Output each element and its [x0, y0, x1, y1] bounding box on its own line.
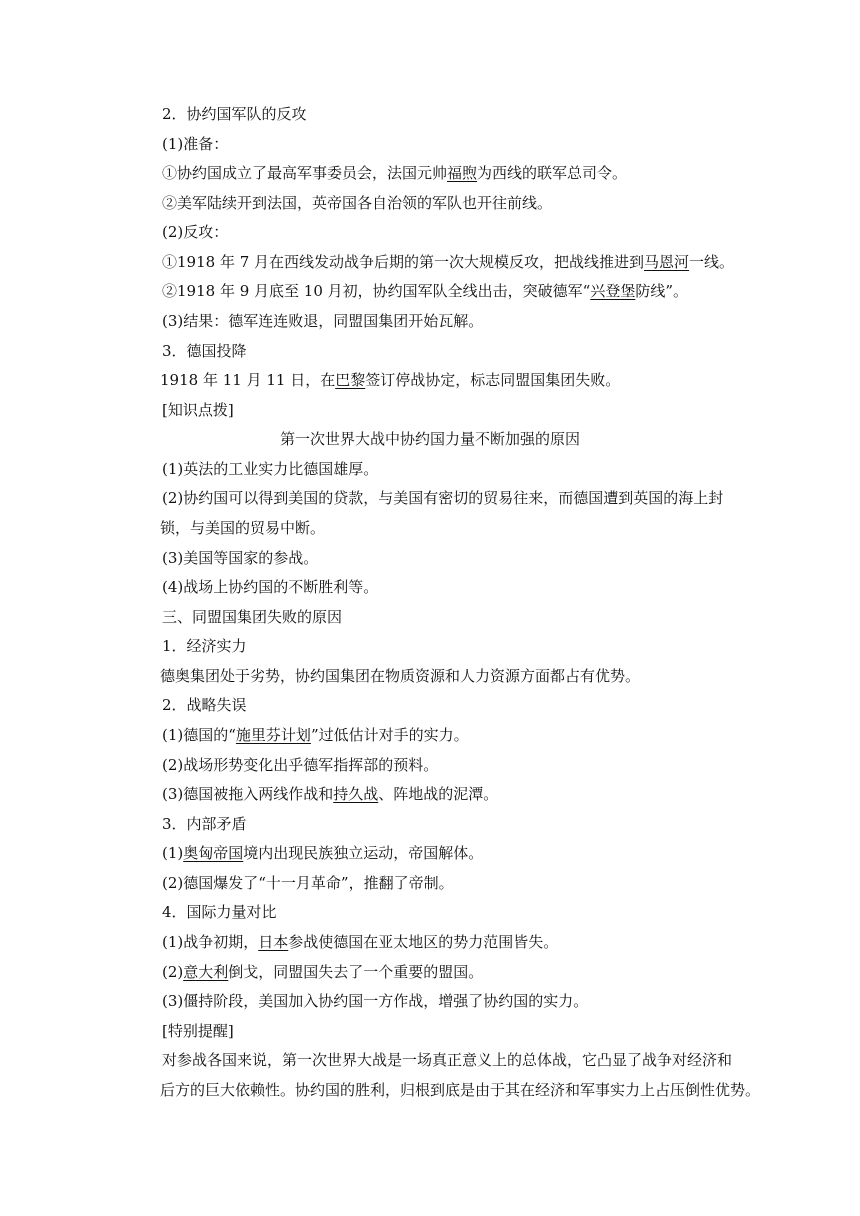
underlined-term-italy: 意大利	[183, 963, 229, 981]
underlined-term-austria-hungary: 奥匈帝国	[183, 844, 244, 862]
paragraph-line: (1)奥匈帝国境内出现民族独立运动，帝国解体。	[162, 844, 484, 862]
section-label-special-reminder: [特别提醒]	[162, 1022, 234, 1040]
heading-economic-strength: 1．经济实力	[162, 637, 247, 655]
paragraph-line: 锁，与美国的贸易中断。	[160, 519, 326, 537]
paragraph-line: (3)僵持阶段，美国加入协约国一方作战，增强了协约国的实力。	[162, 992, 589, 1010]
paragraph-line: (1)战争初期，日本参战使德国在亚太地区的势力范围皆失。	[162, 933, 559, 951]
paragraph-line: (1)德国的“施里芬计划”过低估计对手的实力。	[162, 726, 469, 744]
underlined-term-foch: 福煦	[447, 164, 478, 182]
underlined-term-japan: 日本	[258, 933, 289, 951]
paragraph-line: (4)战场上协约国的不断胜利等。	[162, 578, 379, 596]
paragraph-line: (2)德国爆发了“十一月革命”，推翻了帝制。	[162, 874, 454, 892]
section-label-knowledge-tip: [知识点拨]	[162, 401, 234, 419]
paragraph-line: (3)结果：德军连连败退，同盟国集团开始瓦解。	[162, 312, 484, 330]
paragraph-line: ①1918 年 7 月在西线发动战争后期的第一次大规模反攻，把战线推进到马恩河一线。	[162, 253, 735, 271]
paragraph-line: ①协约国成立了最高军事委员会，法国元帅福煦为西线的联军总司令。	[162, 164, 628, 182]
heading-internal-conflicts: 3．内部矛盾	[162, 815, 247, 833]
paragraph-line: ②美军陆续开到法国，英帝国各自治领的军队也开往前线。	[162, 194, 553, 212]
box-title: 第一次世界大战中协约国力量不断加强的原因	[279, 430, 580, 448]
paragraph-line: (3)德国被拖入两线作战和持久战、阵地战的泥潭。	[162, 785, 499, 803]
paragraph-line: 1918 年 11 月 11 日，在巴黎签订停战协定，标志同盟国集团失败。	[160, 371, 621, 389]
underlined-term-paris: 巴黎	[335, 371, 366, 389]
paragraph-line: (2)意大利倒戈，同盟国失去了一个重要的盟国。	[162, 963, 484, 981]
underlined-term-schlieffen: 施里芬计划	[235, 726, 311, 744]
heading-strategic-mistakes: 2．战略失误	[162, 696, 247, 714]
subheading-preparation: (1)准备：	[162, 135, 229, 153]
underlined-term-hindenburg: 兴登堡	[590, 282, 636, 300]
heading-germany-surrender: 3．德国投降	[162, 342, 247, 360]
underlined-term-marne: 马恩河	[644, 253, 690, 271]
paragraph-line: (1)英法的工业实力比德国雄厚。	[162, 460, 379, 478]
paragraph-line: 后方的巨大依赖性。协约国的胜利，归根到底是由于其在经济和军事实力上占压倒性优势。	[160, 1081, 761, 1099]
subheading-counteroffensive: (2)反攻：	[162, 223, 229, 241]
paragraph-line: (2)战场形势变化出乎德军指挥部的预料。	[162, 756, 439, 774]
heading-central-powers-defeat: 三、同盟国集团失败的原因	[162, 608, 343, 626]
paragraph-line: 对参战各国来说，第一次世界大战是一场真正意义上的总体战，它凸显了战争对经济和	[162, 1051, 733, 1069]
paragraph-line: ②1918 年 9 月底至 10 月初，协约国军队全线出击，突破德军“兴登堡防线”。	[162, 282, 689, 300]
heading-entente-counteroffensive: 2．协约国军队的反攻	[162, 105, 307, 123]
paragraph-line: (3)美国等国家的参战。	[162, 549, 319, 567]
paragraph-line: 德奥集团处于劣势，协约国集团在物质资源和人力资源方面都占有优势。	[160, 667, 641, 685]
heading-international-balance: 4．国际力量对比	[162, 903, 277, 921]
underlined-term-war-of-attrition: 持久战	[333, 785, 379, 803]
paragraph-line: (2)协约国可以得到美国的贷款，与美国有密切的贸易往来，而德国遭到英国的海上封	[162, 489, 724, 507]
